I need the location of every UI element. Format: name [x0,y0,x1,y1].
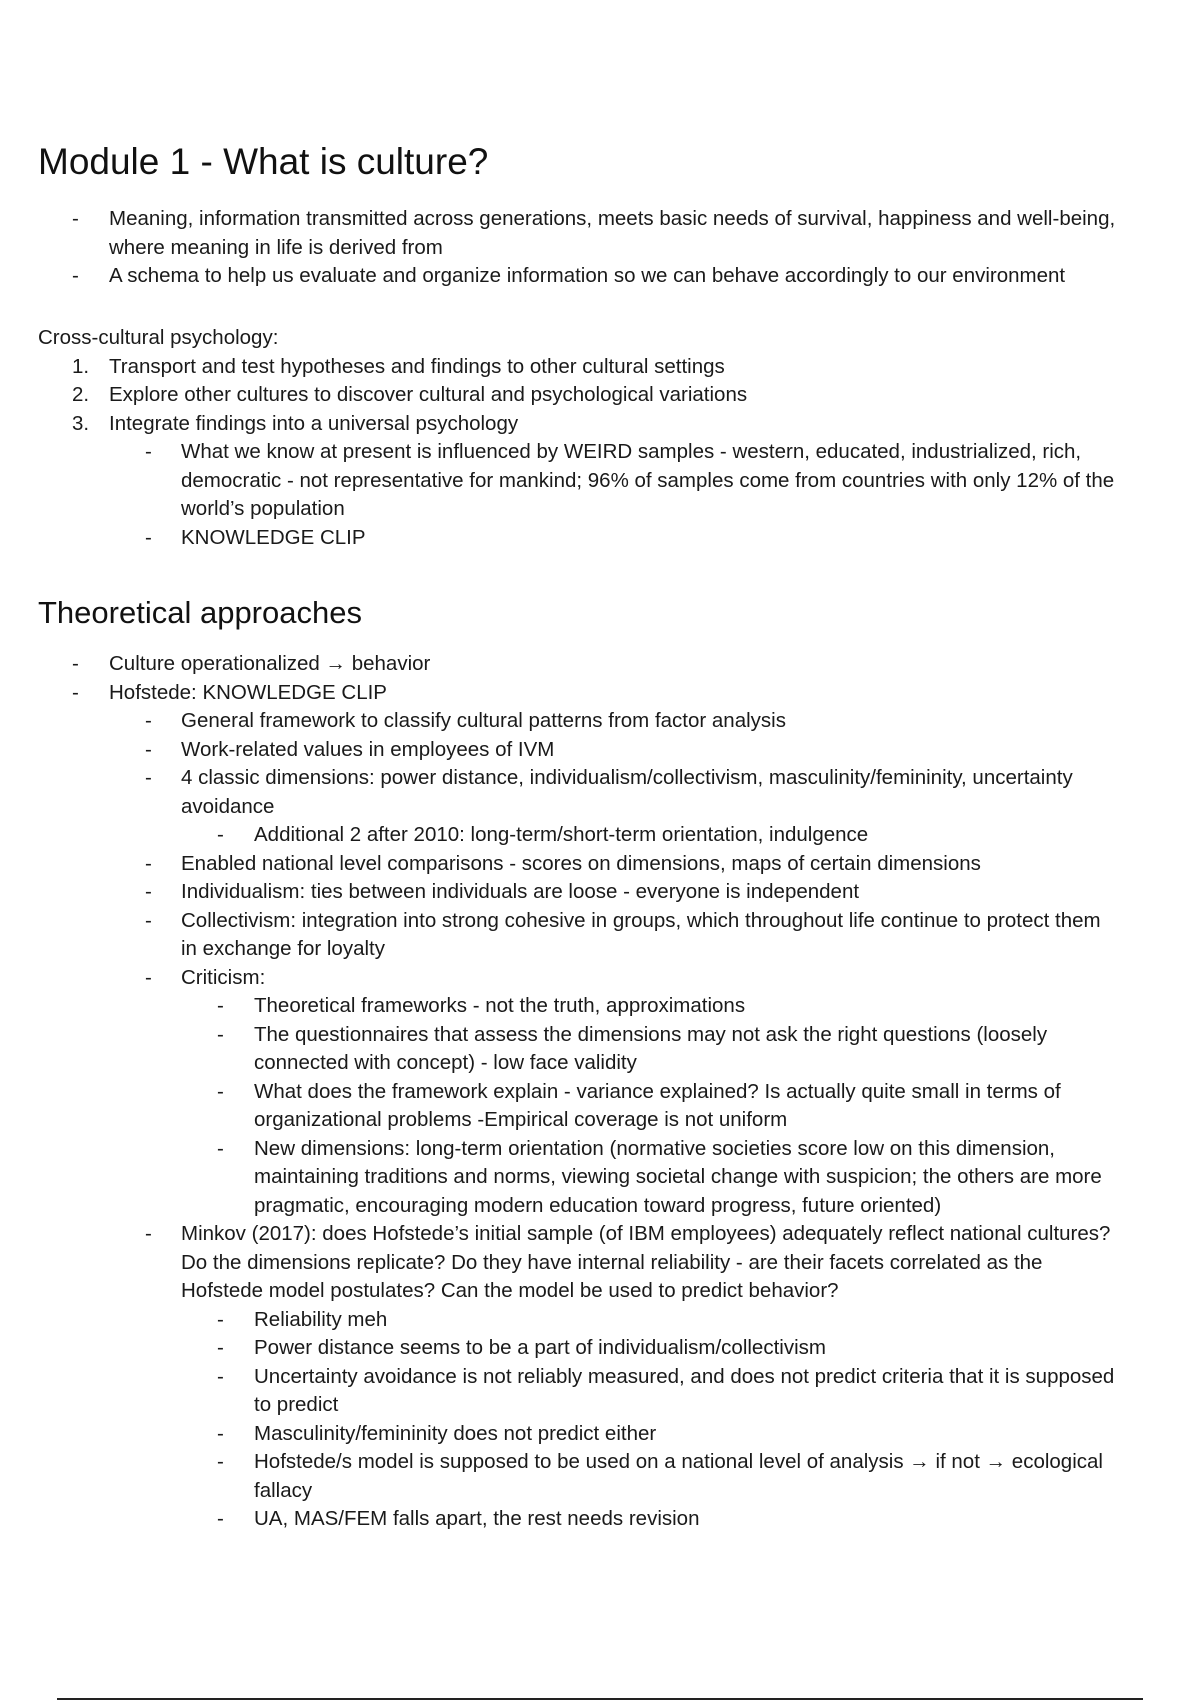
list-item-text: General framework to classify cultural patterns from factor analysis [181,709,786,732]
list-marker: - [217,1336,224,1359]
list-item-text: pragmatic, encouraging modern education toward progress, future oriented) [254,1193,942,1217]
list-item-text: maintaining traditions and norms, viewing societal change with suspicion; the others are more [254,1165,1102,1188]
list-number: 2. [72,383,90,406]
criticism-bullet-continued [0,1192,1200,1221]
criticism-bullet [0,1135,1200,1164]
list-marker: - [217,1421,224,1445]
list-item-text: to predict [254,1393,339,1416]
minkov-bullet-continued [0,1277,1200,1306]
cross-cultural-label [0,324,1200,353]
list-marker: - [72,207,79,230]
numbered-item [0,353,1200,382]
hofstede-bullet [0,878,1200,907]
list-marker: - [217,994,224,1017]
list-item-text: Additional 2 after 2010: long-term/short-term orientation, indulgence [254,823,869,846]
minkov-sub-bullet [0,1306,1200,1335]
list-marker: - [217,1450,224,1473]
list-marker: - [217,823,224,846]
list-marker: - [217,1507,224,1530]
hofstede-bullet [0,736,1200,765]
list-item-text: Hofstede model postulates? Can the model be used to predict behavior? [181,1279,839,1302]
intro-bullet [0,262,1200,291]
minkov-sub-bullet [0,1334,1200,1363]
list-item-text: Culture operationalized → behavior [109,652,431,675]
list-item-text: 4 classic dimensions: power distance, individualism/collectivism, masculinity/femininity, uncertainty [181,766,1073,789]
theory-title: Theoretical approaches [38,595,362,630]
list-marker: - [145,851,152,875]
list-item-text: Individualism: ties between individuals are loose - everyone is independent [181,880,860,903]
list-item-text: where meaning in life is derived from [109,235,443,259]
list-number: 1. [72,354,90,378]
cross-cultural-section [0,324,1200,552]
list-marker: - [145,1222,152,1245]
list-item-text: connected with concept) - low face validity [254,1051,637,1074]
list-marker: - [145,525,152,549]
sub-bullet-continued [0,467,1200,496]
list-item-text: democratic - not representative for mankind; 96% of samples come from countries with only 12% of the [181,468,1115,492]
list-marker: - [145,737,152,761]
numbered-item [0,381,1200,410]
list-marker: - [217,1136,224,1160]
list-item-text: Criticism: [181,965,266,989]
list-marker: - [145,880,152,903]
criticism-bullet [0,1021,1200,1050]
sub-bullet [0,524,1200,553]
minkov-sub-bullet [0,1420,1200,1449]
list-marker: - [72,680,79,704]
list-marker: - [217,1307,224,1331]
module-title: Module 1 - What is culture? [38,141,489,182]
hofstede-bullet [0,907,1200,936]
list-marker: - [145,440,152,463]
list-marker: - [145,709,152,732]
list-item-text: New dimensions: long-term orientation (normative societies score low on this dimension, [254,1136,1055,1160]
list-item-text: The questionnaires that assess the dimensions may not ask the right questions (loosely [254,1022,1048,1046]
criticism-bullet-continued [0,1163,1200,1192]
theory-bullet [0,650,1200,679]
hofstede-bullet-continued [0,935,1200,964]
minkov-sub-bullet-continued [0,1477,1200,1506]
list-marker: - [145,965,152,989]
list-item-text: What does the framework explain - variance explained? Is actually quite small in terms of [254,1079,1061,1103]
list-item-text: Transport and test hypotheses and findings to other cultural settings [109,354,725,378]
list-item-text: Cross-cultural psychology: [38,326,279,349]
list-marker: - [72,264,79,287]
list-item-text: Meaning, information transmitted across generations, meets basic needs of survival, happiness and well-being, [109,207,1116,230]
additional-bullet [0,821,1200,850]
intro-bullet-continued [0,234,1200,263]
list-item-text: A schema to help us evaluate and organize information so we can behave accordingly to our environment [109,264,1066,287]
hofstede-bullet [0,850,1200,879]
theory-list [0,650,1200,1534]
list-item-text: Work-related values in employees of IVM [181,737,555,761]
theory-bullet [0,679,1200,708]
list-item-text: KNOWLEDGE CLIP [181,525,366,549]
minkov-sub-bullet [0,1363,1200,1392]
list-item-text: Integrate findings into a universal psychology [109,411,519,435]
list-marker: - [72,652,79,675]
list-item-text: What we know at present is influenced by WEIRD samples - western, educated, industrialized, rich, [181,440,1082,463]
list-marker: - [217,1022,224,1046]
list-item-text: UA, MAS/FEM falls apart, the rest needs revision [254,1507,700,1530]
list-marker: - [145,908,152,932]
hofstede-bullet [0,964,1200,993]
minkov-bullet-continued [0,1249,1200,1278]
hofstede-bullet [0,764,1200,793]
list-item-text: avoidance [181,794,275,818]
criticism-bullet-continued [0,1106,1200,1135]
intro-bullet [0,205,1200,234]
criticism-bullet [0,992,1200,1021]
criticism-bullet [0,1078,1200,1107]
hofstede-bullet-continued [0,793,1200,822]
list-item-text: Minkov (2017): does Hofstede’s initial sample (of IBM employees) adequately reflect national cultures? [181,1222,1111,1245]
minkov-bullet [0,1220,1200,1249]
list-item-text: Theoretical frameworks - not the truth, approximations [254,994,746,1017]
list-marker: - [217,1079,224,1103]
minkov-sub-bullet [0,1505,1200,1534]
sub-bullet-continued [0,495,1200,524]
list-item-text: Enabled national level comparisons - scores on dimensions, maps of certain dimensions [181,851,981,875]
list-item-text: world’s population [181,497,345,520]
criticism-bullet-continued [0,1049,1200,1078]
list-item-text: Hofstede: KNOWLEDGE CLIP [109,680,387,704]
list-item-text: fallacy [254,1478,313,1502]
list-item-text: Hofstede/s model is supposed to be used on a national level of analysis → if not → ecological [254,1450,1103,1473]
list-item-text: Power distance seems to be a part of individualism/collectivism [254,1336,826,1359]
list-item-text: Collectivism: integration into strong cohesive in groups, which throughout life continue to protect them [181,908,1101,932]
list-item-text: Reliability meh [254,1307,388,1331]
list-marker: - [217,1364,224,1388]
list-item-text: Masculinity/femininity does not predict either [254,1421,657,1445]
list-item-text: Uncertainty avoidance is not reliably measured, and does not predict criteria that it is supposed [254,1364,1115,1388]
list-item-text: organizational problems -Empirical coverage is not uniform [254,1108,788,1131]
hofstede-bullet [0,707,1200,736]
list-number: 3. [72,411,90,435]
numbered-item [0,410,1200,439]
intro-list [0,205,1200,291]
list-item-text: Do the dimensions replicate? Do they have internal reliability - are their facets correlated as the [181,1250,1043,1274]
list-item-text: Explore other cultures to discover cultural and psychological variations [109,383,748,406]
sub-bullet [0,438,1200,467]
list-marker: - [145,766,152,789]
minkov-sub-bullet [0,1448,1200,1477]
list-item-text: in exchange for loyalty [181,937,385,960]
minkov-sub-bullet-continued [0,1391,1200,1420]
